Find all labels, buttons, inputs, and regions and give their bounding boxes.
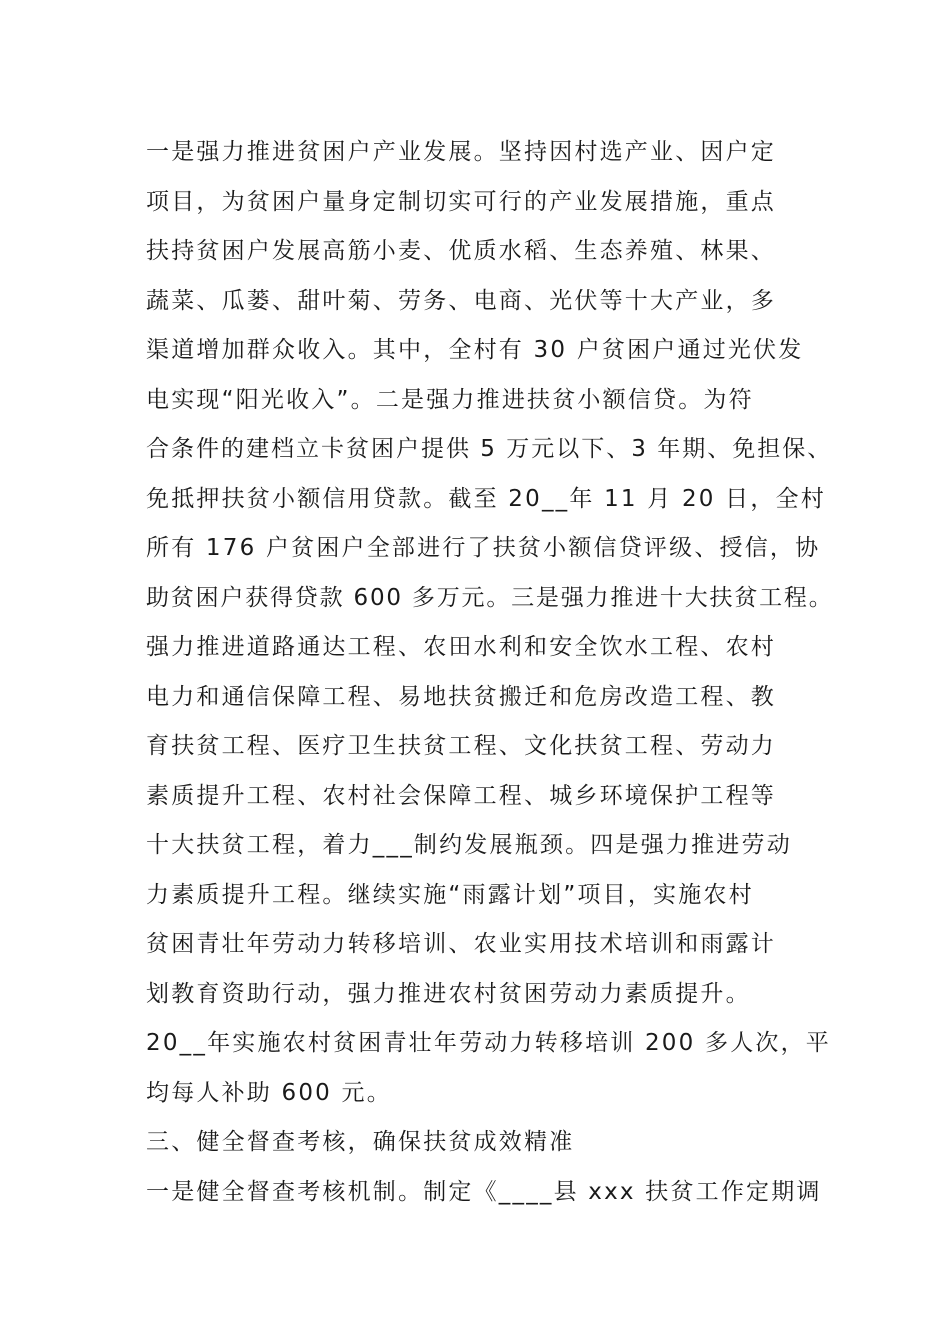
- text-line: 一是健全督查考核机制。制定《____县 xxx 扶贫工作定期调: [146, 1178, 822, 1205]
- body-text: [146, 128, 834, 1217]
- text-line: 一是强力推进贫困户产业发展。坚持因村选产业、因户定: [146, 139, 776, 165]
- text-line: 助贫困户获得贷款 600 多万元。三是强力推进十大扶贫工程。: [146, 584, 834, 611]
- text-line: 电实现“阳光收入”。二是强力推进扶贫小额信贷。为符: [146, 386, 754, 413]
- text-line: 电力和通信保障工程、易地扶贫搬迁和危房改造工程、教: [146, 683, 776, 710]
- text-line: 十大扶贫工程，着力___制约发展瓶颈。四是强力推进劳动: [146, 832, 792, 858]
- text-line: 素质提升工程、农村社会保障工程、城乡环境保护工程等: [146, 782, 776, 809]
- text-line: 力素质提升工程。继续实施“雨露计划”项目，实施农村: [146, 881, 754, 908]
- text-line: 育扶贫工程、医疗卫生扶贫工程、文化扶贫工程、劳动力: [146, 733, 776, 759]
- text-line: 20__年实施农村贫困青壮年劳动力转移培训 200 多人次，平: [146, 1030, 831, 1056]
- text-line: 贫困青壮年劳动力转移培训、农业实用技术培训和雨露计: [146, 931, 776, 957]
- section-heading: 三、健全督查考核，确保扶贫成效精准: [146, 1129, 575, 1155]
- text-line: 均每人补助 600 元。: [146, 1079, 392, 1106]
- text-line: 项目，为贫困户量身定制切实可行的产业发展措施，重点: [146, 188, 776, 215]
- text-line: 渠道增加群众收入。其中，全村有 30 户贫困户通过光伏发: [146, 337, 804, 363]
- text-line: 划教育资助行动，强力推进农村贫困劳动力素质提升。: [146, 980, 751, 1007]
- text-line: 蔬菜、瓜蒌、甜叶菊、劳务、电商、光伏等十大产业，多: [146, 287, 776, 314]
- text-line: 免抵押扶贫小额信用贷款。截至 20__年 11 月 20 日，全村: [146, 485, 826, 512]
- text-line: 所有 176 户贫困户全部进行了扶贫小额信贷评级、授信，协: [146, 535, 821, 561]
- text-line: 扶持贫困户发展高筋小麦、优质水稻、生态养殖、林果、: [146, 238, 776, 264]
- text-line: 合条件的建档立卡贫困户提供 5 万元以下、3 年期、免担保、: [146, 436, 833, 462]
- text-line: 强力推进道路通达工程、农田水利和安全饮水工程、农村: [146, 634, 776, 660]
